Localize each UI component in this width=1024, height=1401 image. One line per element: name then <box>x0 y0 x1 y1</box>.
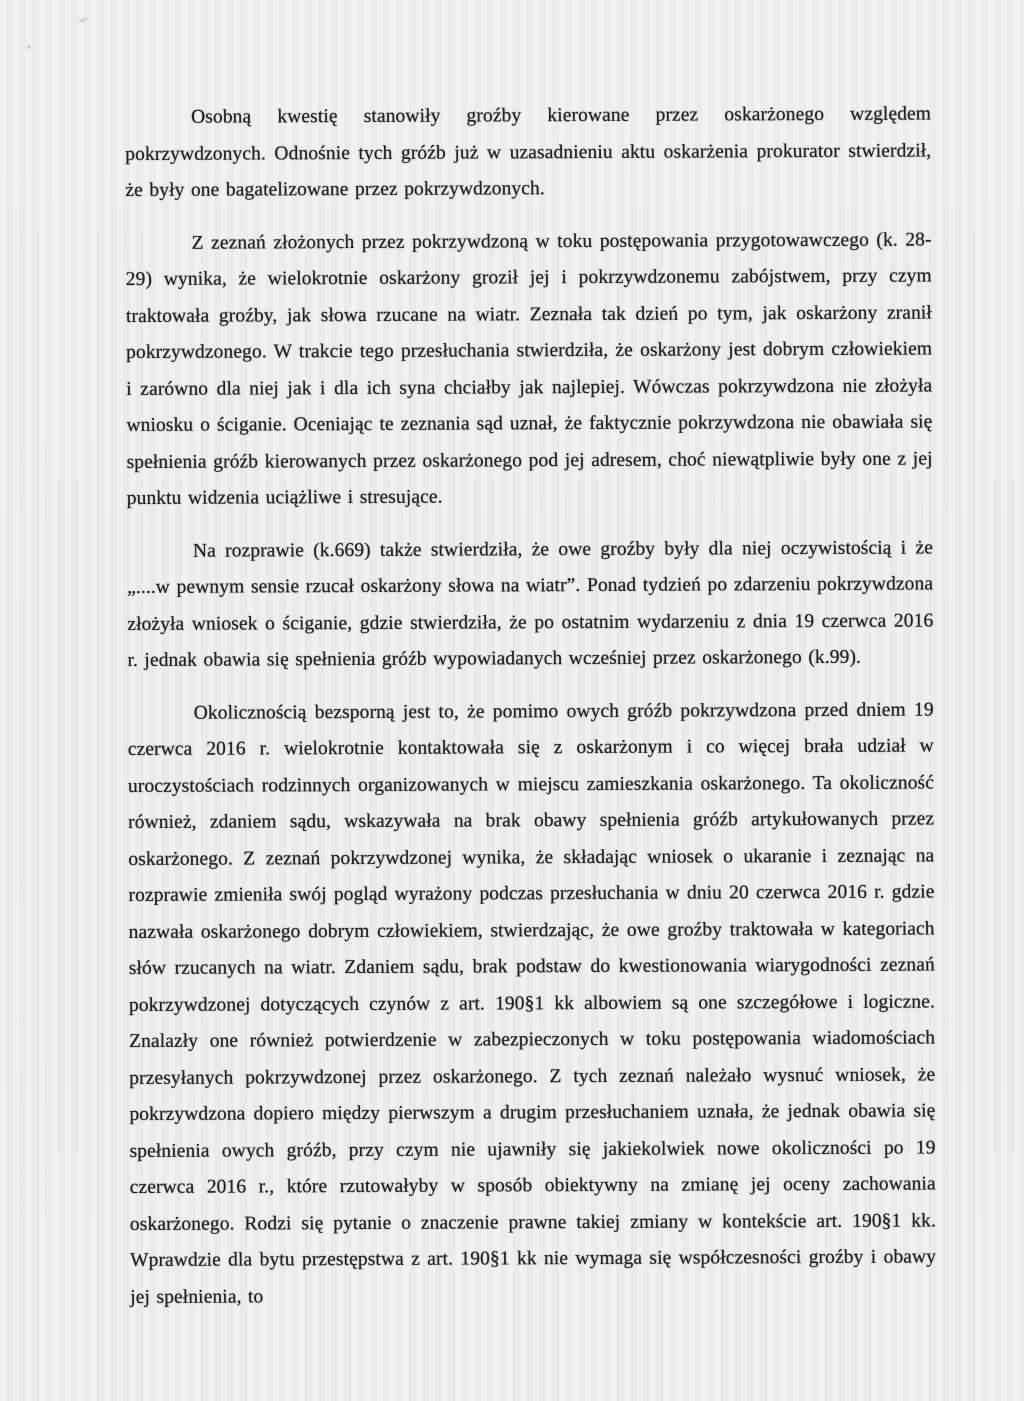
paragraph-court-assessment: Okolicznością bezsporną jest to, że pomimo owych gróźb pokrzywdzona przed dniem 19 czerwca 2016 r. wielokrotnie kontaktowała się z oskarżonym i co więcej brała udział w uroczystościach rodzinnych organizowanych w miejscu zamieszkania oskarżonego. Ta okoliczność również, zdaniem sądu, wskazywała na brak obawy spełnienia gróźb artykułowanych przez oskarżonego. Z zeznań pokrzywdzonej wynika, że składając wniosek o ukaranie i zeznając na rozprawie zmieniła swój pogląd wyrażony podczas przesłuchania w dniu 20 czerwca 2016 r. gdzie nazwała oskarżonego dobrym człowiekiem, stwierdzając, że owe groźby traktowała w kategoriach słów rzucanych na wiatr. Zdaniem sądu, brak podstaw do kwestionowania wiarygodności zeznań pokrzywdzonej dotyczących czynów z art. 190§1 kk albowiem są one szczegółowe i logiczne. Znalazły one również potwierdzenie w zabezpieczonych w toku postępowania wiadomościach przesyłanych pokrzywdzonej przez oskarżonego. Z tych zeznań należało wysnuć wniosek, że pokrzywdzona dopiero między pierwszym a drugim przesłuchaniem uznała, że jednak obawia się spełnienia owych gróźb, przy czym nie ujawniły się jakiekolwiek nowe okoliczności po 19 czerwca 2016 r., które rzutowałyby w sposób obiektywny na zmianę jej oceny zachowania oskarżonego. Rodzi się pytanie o znaczenie prawne takiej zmiany w kontekście art. 190§1 kk. Wprawdzie dla bytu przestępstwa z art. 190§1 kk nie wymaga się współczesności groźby i obawy jej spełnienia, to <box>127 698 937 1308</box>
paragraph-threats-overview: Osobną kwestię stanowiły groźby kierowane przez oskarżonego względem pokrzywdzonych. Odnośnie tych gróźb już w uzasadnieniu aktu oskarżenia prokurator stwierdził, że były one bagatelizowane przez pokrzywdzonych. <box>125 103 932 201</box>
paragraph-trial-testimony: Na rozprawie (k.669) także stwierdziła, że owe groźby były dla niej oczywistością i że „....w pewnym sensie rzucał oskarżony słowa na wiatr”. Ponad tydzień po zdarzeniu pokrzywdzona złożyła wniosek o ściganie, gdzie stwierdziła, że po ostatnim wydarzeniu z dnia 19 czerwca 2016 r. jednak obawia się spełnienia gróźb wypowiadanych wcześniej przez oskarżonego (k.99). <box>127 536 934 671</box>
document-text-block <box>125 96 936 1316</box>
scan-speck <box>27 45 31 49</box>
paragraph-preparatory-testimony: Z zeznań złożonych przez pokrzywdzoną w toku postępowania przygotowawczego (k. 28-29) wynika, że wielokrotnie oskarżony groził jej i pokrzywdzonemu zabójstwem, przy czym traktowała groźby, jak słowa rzucane na wiatr. Zeznała tak dzień po tym, jak oskarżony zranił pokrzywdzonego. W trakcie tego przesłuchania stwierdziła, że oskarżony jest dobrym człowiekiem i zarówno dla niej jak i dla ich syna chciałby jak najlepiej. Wówczas pokrzywdzona nie złożyła wniosku o ściganie. Oceniając te zeznania sąd uznał, że faktycznie pokrzywdzona nie obawiała się spełnienia gróźb kierowanych przez oskarżonego pod jej adresem, choć niewątpliwie były one z jej punktu widzenia uciążliwe i stresujące. <box>125 228 933 509</box>
scan-speck <box>78 16 89 23</box>
